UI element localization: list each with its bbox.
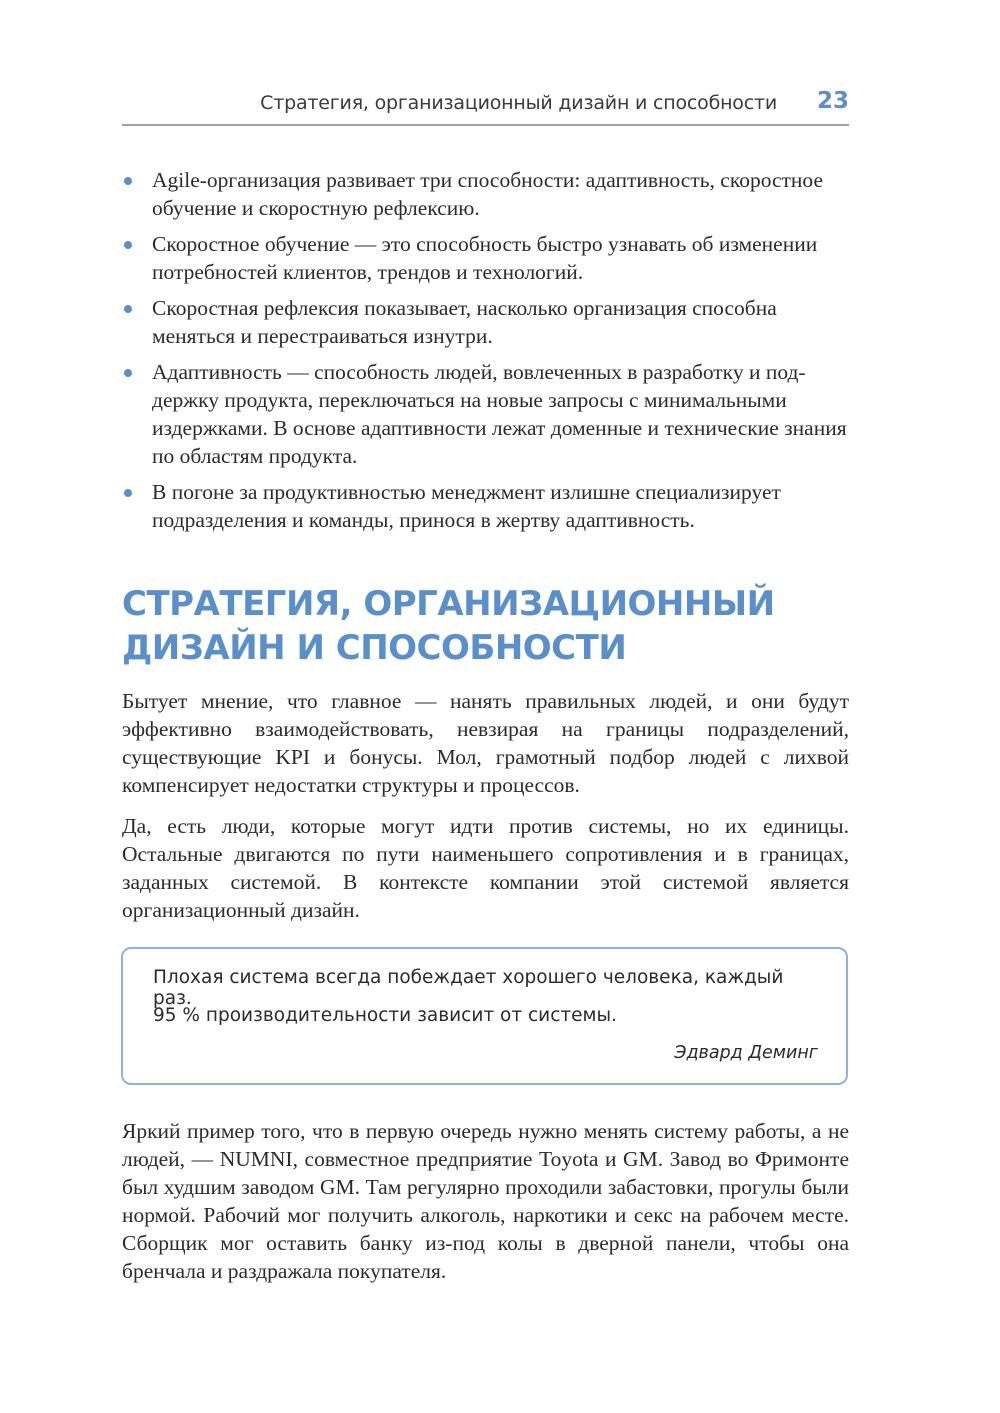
bullet-dot-icon — [124, 241, 132, 249]
list-item-text: Скоростная рефлексия показывает, насколько организация способна меняться и перестраиваться изнутри. — [152, 296, 777, 348]
page-number: 23 — [816, 88, 849, 114]
section-heading — [122, 582, 862, 670]
list-item-text: В погоне за продуктивностью менеджмент излишне специализирует подразделения и команды, принося в жертву адаптивность. — [152, 480, 781, 532]
list-item — [122, 358, 849, 470]
quote-author: Эдвард Деминг — [674, 1043, 818, 1063]
section-heading-line-2: ДИЗАЙН И СПОСОБНОСТИ — [122, 628, 627, 668]
list-item — [122, 230, 849, 286]
paragraph-1: Бытует мнение, что главное — нанять правильных людей, и они будут эффективно взаимодействовать, невзирая на границы подразделений, существующие KPI и бонусы. Мол, грамотный подбор людей с лихвой компенсирует недостатки структуры и процессов. — [122, 689, 849, 797]
bullet-dot-icon — [124, 177, 132, 185]
quote-box — [121, 947, 848, 1085]
quote-line-2: 95 % производительности зависит от системы. — [153, 1005, 617, 1026]
bullet-dot-icon — [124, 305, 132, 313]
list-item — [122, 294, 849, 350]
paragraph-2: Да, есть люди, которые могут идти против системы, но их единицы. Остальные двигаются по пути наименьшего сопротивления и в границах, заданных системой. В контексте компании этой системой является организационный дизайн. — [122, 814, 849, 922]
bullet-dot-icon — [124, 489, 132, 497]
paragraph-3: Яркий пример того, что в первую очередь нужно менять систему работы, а не людей, — NUMNI, совместное предприятие Toyota и GM. Завод во Фримонте был худшим заводом GM. Там регулярно проходили забастовки, прогулы были нормой. Рабочий мог получить алкоголь, наркотики и секс на рабочем месте. Сборщик мог оставить банку из-под колы в дверной панели, чтобы она бренчала и раздражала покупателя. — [122, 1119, 849, 1283]
page-header — [122, 84, 849, 126]
list-item-text: Адаптивность — способность людей, вовлеченных в разработку и поддержку продукта, переключаться на новые запросы с минимальными издержками. В основе адаптивности лежат доменные и технические знания по областям продукта. — [152, 360, 847, 468]
quote-line-1: Плохая система всегда побеждает хорошего человека, каждый раз. — [153, 967, 784, 1009]
running-title: Стратегия, организационный дизайн и способности — [260, 92, 777, 114]
list-item-text: Скоростное обучение — это способность быстро узнавать об изменении потребностей клиентов, трендов и технологий. — [152, 232, 818, 284]
bullet-dot-icon — [124, 369, 132, 377]
list-item-text: Agile-организация развивает три способности: адаптивность, скоростное обучение и скоростную рефлексию. — [152, 168, 823, 220]
bullet-list — [122, 166, 849, 542]
section-heading-line-1: СТРАТЕГИЯ, ОРГАНИЗАЦИОННЫЙ — [122, 584, 775, 624]
list-item — [122, 478, 849, 534]
list-item — [122, 166, 849, 222]
